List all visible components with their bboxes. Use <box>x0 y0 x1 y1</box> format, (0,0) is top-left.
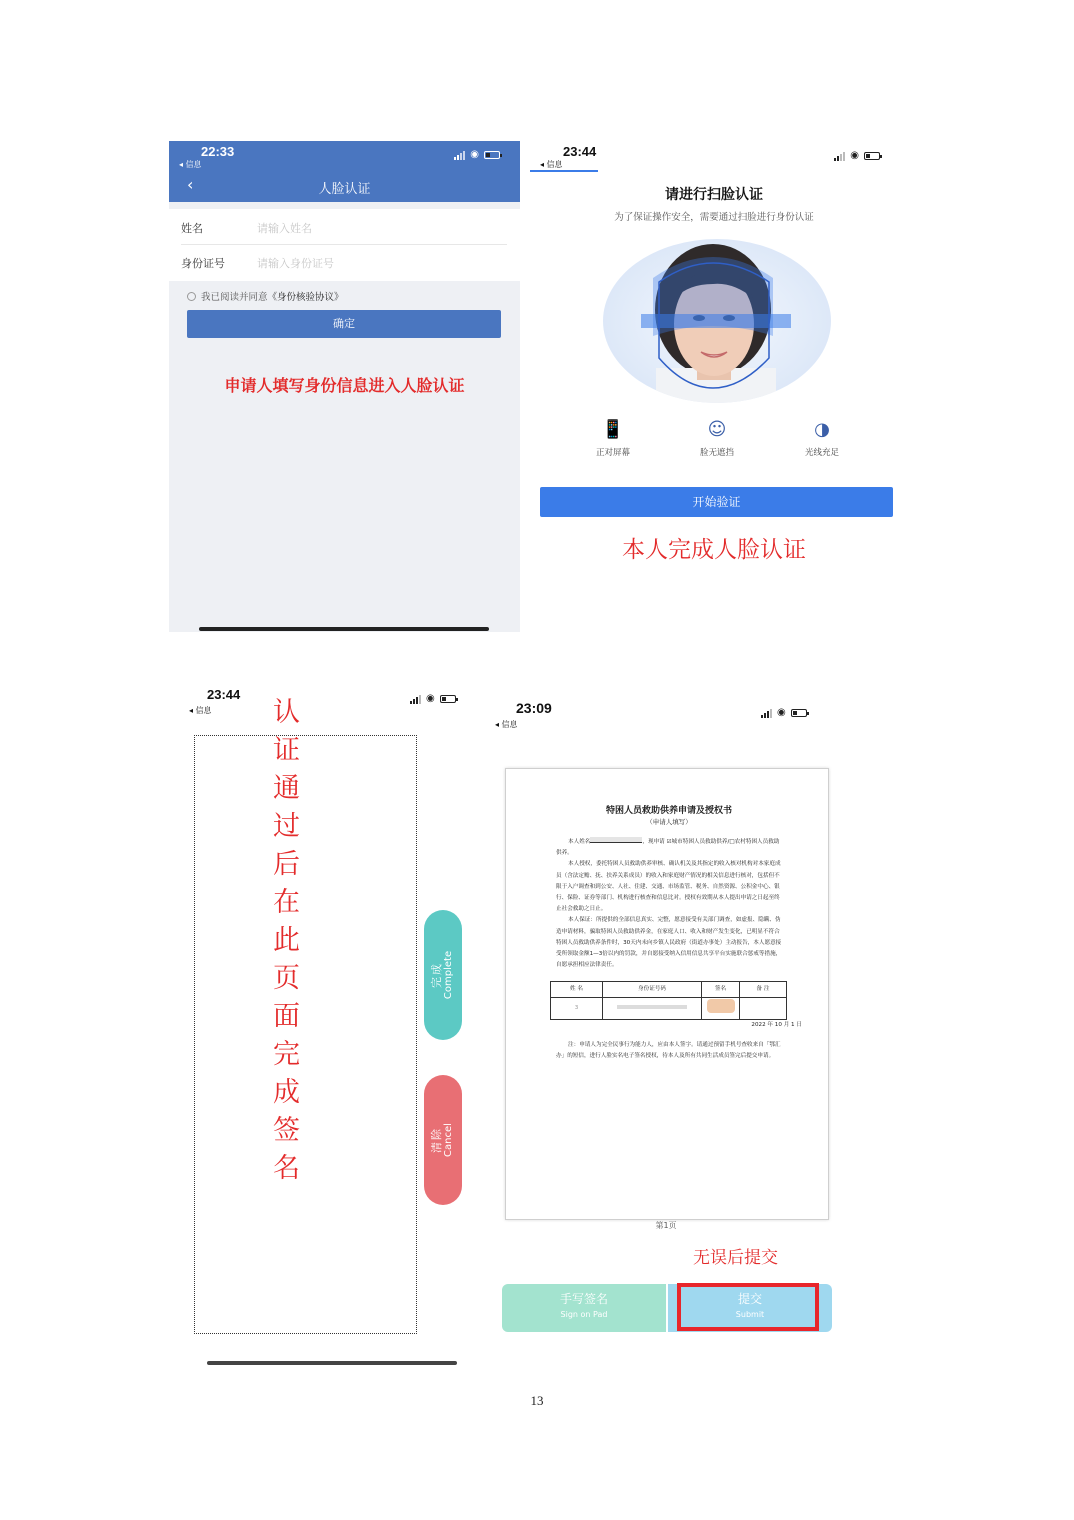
agree-prefix: 我已阅读并同意 <box>201 292 268 303</box>
cancel-cn: 清除 <box>430 1127 443 1154</box>
status-back[interactable]: ◂ 信息 <box>495 720 518 729</box>
sign-cn: 手写签名 <box>559 1292 608 1306</box>
caption-submit: 无误后提交 <box>693 1248 778 1268</box>
name-label: 姓名 <box>181 222 203 235</box>
face-unblocked-icon: ☺ <box>707 419 727 440</box>
scan-subheading: 为了保证操作安全，需要通过扫脸进行身份认证 <box>614 212 814 223</box>
page-number: 13 <box>530 1393 544 1408</box>
id-label: 身份证号 <box>181 257 225 270</box>
tip-phone-screen <box>583 419 643 458</box>
blurred-signature <box>707 999 735 1013</box>
status-underline <box>530 170 598 172</box>
doc-title: 特困人员救助供养申请及授权书 <box>605 806 732 816</box>
start-verify-button[interactable]: 开始验证 <box>540 487 893 517</box>
doc-para-2: 本人授权，委托特困人员救助供养审核、确认机关及其指定的收入核对机构对本家庭成员（含法定赡、抚、扶养关系成员）的收入和家庭财产情况的相关信息进行核对，包括但不限于入户调查和到公安、人社、住建、交通、市场监管、税务、自然资源、公积金中心、银行、保险、证券等部门、机构进行核查和信息比对。授权有效期从本人提出申请之日起至终止社会救助之日止。 <box>556 861 781 913</box>
face-scan-illustration <box>601 238 833 404</box>
screen-document-submit <box>493 695 839 1345</box>
status-back[interactable]: ◂ 信息 <box>179 160 202 169</box>
complete-en: Complete <box>443 950 454 1000</box>
cancel-en: Cancel <box>443 1123 454 1157</box>
status-icons: ◉ <box>834 151 880 161</box>
tip-label: 正对屏幕 <box>595 448 630 458</box>
th-note: 备 注 <box>740 982 787 998</box>
doc-subtitle: （申请人填写） <box>646 818 692 826</box>
sign-on-pad-button[interactable] <box>502 1284 666 1332</box>
td-sign <box>702 998 740 1020</box>
document-preview[interactable] <box>505 768 829 1220</box>
scan-heading: 请进行扫脸认证 <box>665 187 763 203</box>
screen-face-scan <box>528 141 900 571</box>
submit-en: Submit <box>735 1310 765 1319</box>
redacted-name <box>590 837 642 843</box>
status-icons: ◉ <box>761 708 807 718</box>
screen-signature <box>181 682 484 1365</box>
complete-button[interactable] <box>424 910 462 1040</box>
app-header <box>169 141 520 202</box>
cancel-button[interactable] <box>424 1075 462 1205</box>
td-name: 3 <box>551 998 603 1020</box>
home-indicator <box>207 1361 457 1365</box>
screen-face-auth-form <box>169 141 520 632</box>
th-sign: 签名 <box>702 982 740 998</box>
tip-face-unblocked <box>687 419 747 458</box>
caption-fill-info: 申请人填写身份信息进入人脸认证 <box>224 376 465 395</box>
tip-label: 脸无遮挡 <box>699 448 734 458</box>
agree-link[interactable]: 《身份核验协议》 <box>267 292 344 303</box>
status-back[interactable]: ◂ 信息 <box>540 160 563 169</box>
agree-row <box>187 289 344 303</box>
status-icons: ◉ <box>410 694 456 704</box>
caption-face-complete: 本人完成人脸认证 <box>622 537 806 563</box>
doc-table <box>550 981 787 1020</box>
status-time: 22:33 <box>201 144 235 159</box>
doc-para-1 <box>556 837 782 859</box>
complete-cn: 完成 <box>430 962 443 989</box>
header-title: 人脸认证 <box>318 182 371 197</box>
status-back[interactable]: ◂ 信息 <box>189 706 212 715</box>
back-chevron-icon[interactable]: ‹ <box>187 175 194 194</box>
form-card <box>169 209 520 281</box>
th-id: 身份证号码 <box>603 982 702 998</box>
td-id <box>603 998 702 1020</box>
submit-cn: 提交 <box>737 1292 762 1306</box>
name-input[interactable]: 请输入姓名 <box>257 222 312 235</box>
caption-sign-here: 认证通过后在此页面完成签名 <box>273 697 300 1184</box>
sign-en: Sign on Pad <box>560 1310 608 1319</box>
status-time: 23:09 <box>516 700 552 716</box>
page-indicator: 第1页 <box>655 1221 677 1230</box>
status-time: 23:44 <box>563 144 597 159</box>
confirm-button[interactable]: 确定 <box>187 310 501 338</box>
phone-screen-icon: 📱 <box>601 419 625 440</box>
tip-light <box>792 419 852 458</box>
doc-date: 2022 年 10 月 1 日 <box>751 1022 802 1029</box>
td-note <box>740 998 787 1020</box>
redacted-id <box>617 1005 687 1009</box>
doc-para-3: 本人保证：所提供的全部信息真实、完整，愿意接受有关部门调查，如虚报、隐瞒、伪造申请材料，骗取特困人员救助供养金，在家庭人口、收入和财产发生变化，已明显不符合特困人员救助供养条件时，30天内未向乡镇人民政府（街道办事处）主动报告，本人愿意接受所领取金额1—3倍以内的罚款，并自愿接受纳入信用信息共享平台实施联合惩戒等措施，自愿承担相应法律责任。 <box>556 917 782 969</box>
doc-para-1a: 本人姓名 <box>568 839 591 845</box>
status-icons: ◉ <box>454 150 500 160</box>
divider <box>181 244 507 245</box>
id-input[interactable]: 请输入身份证号 <box>257 257 334 270</box>
doc-note: 注：申请人为完全民事行为能力人，应由本人签字。请通过预留手机号查收来自「鄂汇办」的短信，进行人脸实名电子签名授权，待本人及所有共同生活成员签完后提交申请。 <box>556 1041 781 1059</box>
th-name: 姓 名 <box>551 982 603 998</box>
doc-para-1b: ，现申请 ☑城市特困人员救助供养/□农村特困人员救助供养。 <box>556 839 780 857</box>
status-time: 23:44 <box>207 687 241 702</box>
home-indicator <box>199 627 489 631</box>
light-icon: ◑ <box>814 419 830 440</box>
submit-highlight-box <box>677 1283 819 1331</box>
tip-label: 光线充足 <box>804 448 839 458</box>
agree-checkbox[interactable] <box>187 292 196 301</box>
